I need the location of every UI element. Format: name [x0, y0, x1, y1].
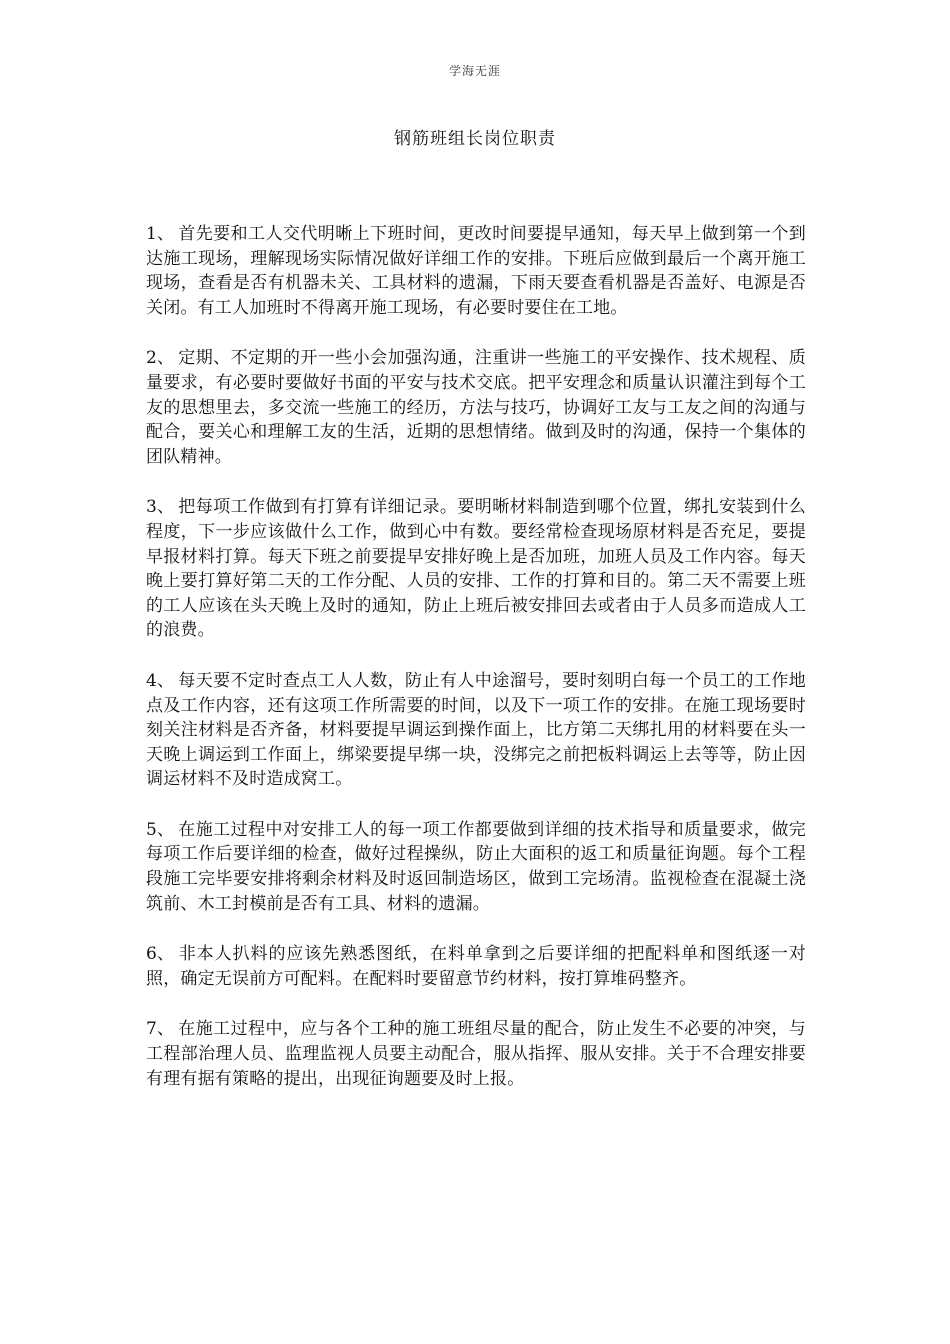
paragraph-5	[146, 818, 806, 916]
paragraph-number: 1、	[146, 224, 175, 244]
paragraph-number: 2、	[146, 348, 175, 369]
paragraph-4	[146, 669, 806, 792]
page-header: 学海无涯	[448, 64, 501, 78]
paragraph-number: 7、	[146, 1019, 175, 1040]
paragraph-3	[146, 495, 806, 643]
paragraph-text: 把每项工作做到有打算有详细记录。要明晰材料制造到哪个位置，绑扎安装到什么程度，下一步应该做什么工作，做到心中有数。要经常检查现场原材料是否充足，要提早报材料打算。每天下班之前要提早安排好晚上是否加班，加班人员及工作内容。每天晚上要打算好第二天的工作分配、人员的安排、工作的打算和目的。第二天不需要上班的工人应该在头天晚上及时的通知，防止上班后被安排回去或者由于人员多而造成人工的浪费。	[146, 497, 806, 641]
paragraph-text: 首先要和工人交代明晰上下班时间，更改时间要提早通知，每天早上做到第一个到达施工现场，理解现场实际情况做好详细工作的安排。下班后应做到最后一个离开施工现场，查看是否有机器未关、工具材料的遗漏，下雨天要查看机器是否盖好、电源是否关闭。有工人加班时不得离开施工现场，有必要时要住在工地。	[146, 224, 806, 318]
paragraph-7	[146, 1017, 806, 1091]
document-body	[146, 222, 806, 1117]
paragraph-number: 4、	[146, 670, 175, 691]
paragraph-1	[146, 222, 806, 320]
paragraph-text: 在施工过程中对安排工人的每一项工作都要做到详细的技术指导和质量要求，做完每项工作后要详细的检查，做好过程操纵，防止大面积的返工和质量征询题。每个工程段施工完毕要安排将剩余材料及时返回制造场区，做到工完场清。监视检查在混凝土浇筑前、木工封模前是否有工具、材料的遗漏。	[146, 819, 806, 914]
paragraph-6	[146, 942, 806, 991]
paragraph-text: 非本人扒料的应该先熟悉图纸，在料单拿到之后要详细的把配料单和图纸逐一对照，确定无误前方可配料。在配料时要留意节约材料，按打算堆码整齐。	[146, 944, 806, 989]
paragraph-text: 定期、不定期的开一些小会加强沟通，注重讲一些施工的平安操作、技术规程、质量要求，有必要时要做好书面的平安与技术交底。把平安理念和质量认识灌注到每个工友的思想里去，多交流一些施工的经历，方法与技巧，协调好工友与工友之间的沟通与配合，要关心和理解工友的生活，近期的思想情绪。做到及时的沟通，保持一个集体的团队精神。	[146, 348, 806, 467]
paragraph-text: 每天要不定时查点工人人数，防止有人中途溜号，要时刻明白每一个员工的工作地点及工作内容，还有这项工作所需要的时间，以及下一项工作的安排。在施工现场要时刻关注材料是否齐备，材料要提早调运到操作面上，比方第二天绑扎用的材料要在头一天晚上调运到工作面上，绑梁要提早绑一块，没绑完之前把板料调运上去等等，防止因调运材料不及时造成窝工。	[146, 670, 806, 790]
paragraph-2	[146, 346, 806, 469]
paragraph-number: 6、	[146, 944, 175, 965]
paragraph-number: 3、	[146, 497, 175, 518]
document-title: 钢筋班组长岗位职责	[394, 129, 556, 149]
paragraph-text: 在施工过程中，应与各个工种的施工班组尽量的配合，防止发生不必要的冲突，与工程部治理人员、监理监视人员要主动配合，服从指挥、服从安排。关于不合理安排要有理有据有策略的提出，出现征询题要及时上报。	[146, 1019, 806, 1089]
paragraph-number: 5、	[146, 819, 175, 840]
